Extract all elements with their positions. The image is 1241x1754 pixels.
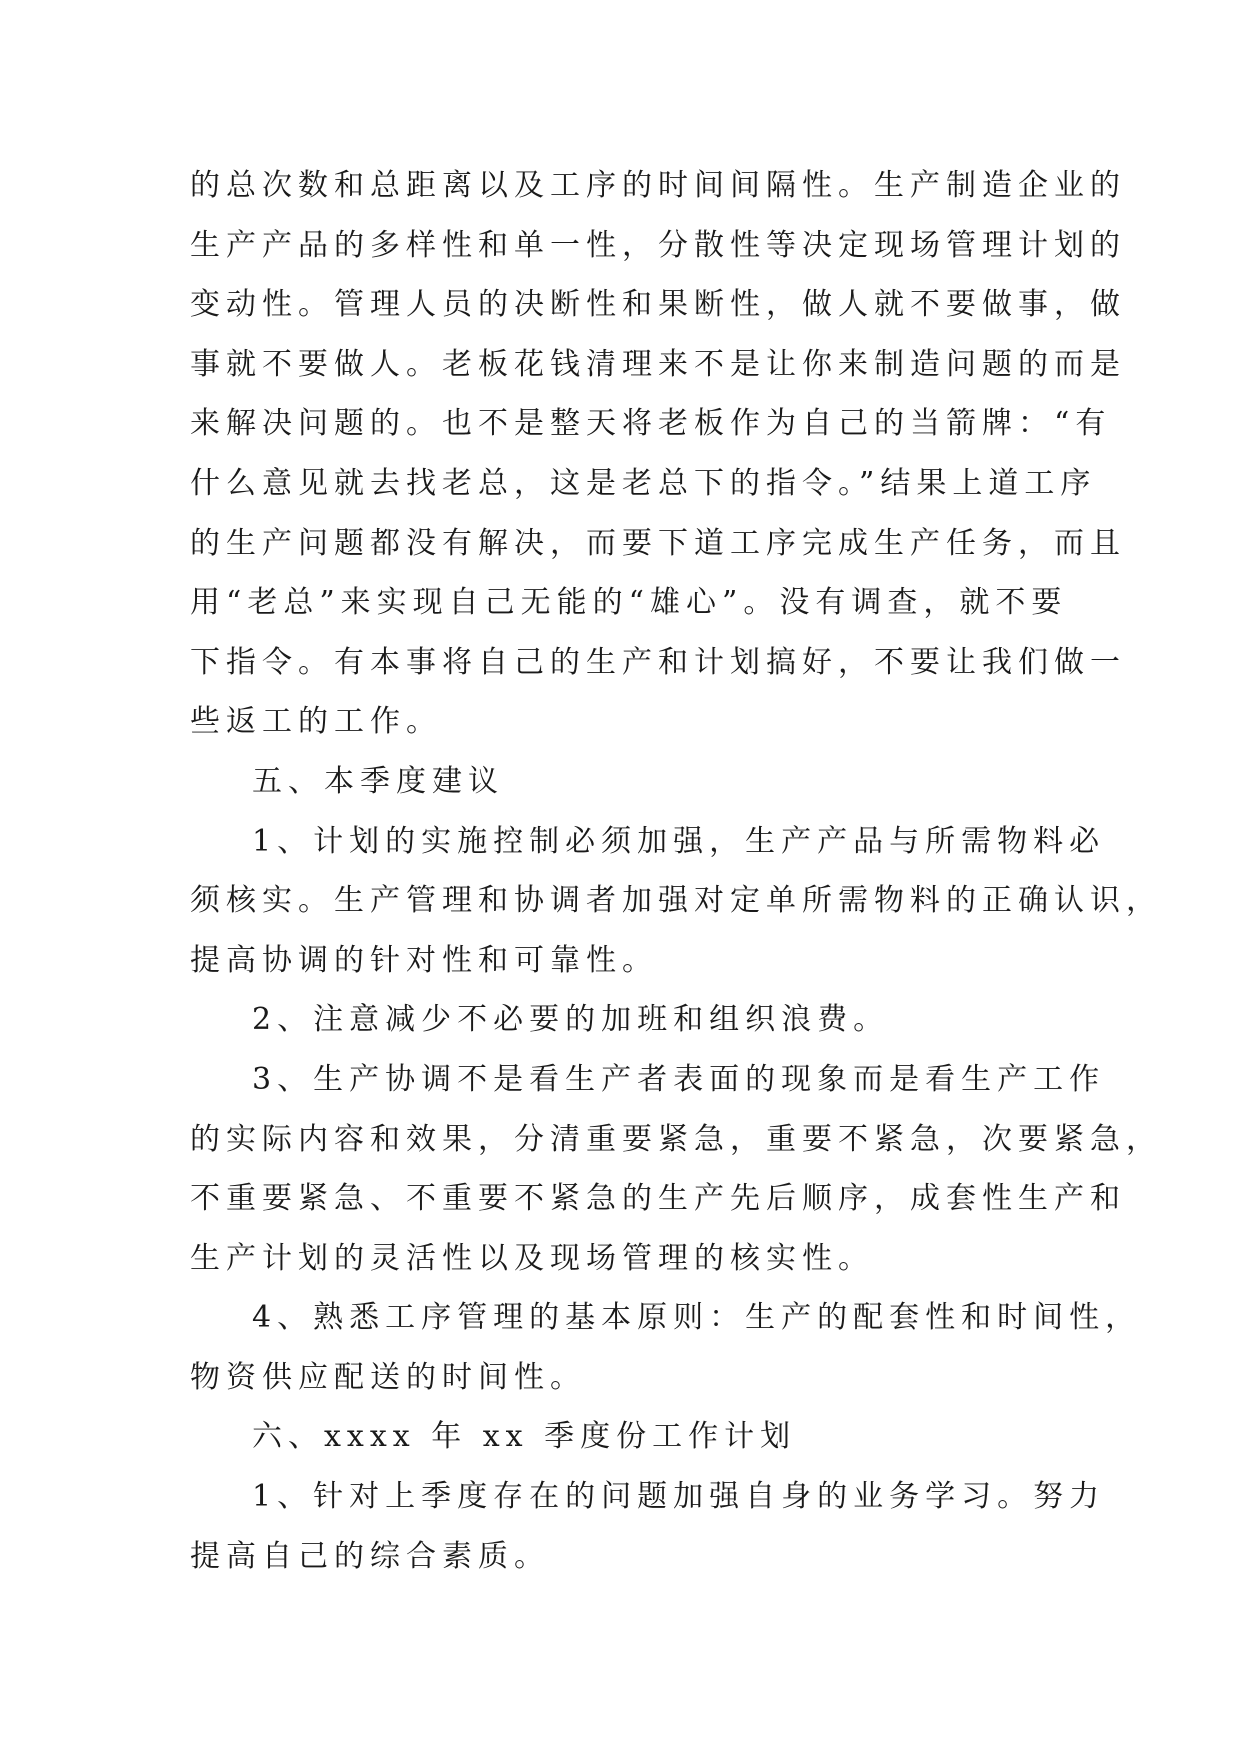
text-line: 事就不要做人。老板花钱清理来不是让你来制造问题的而是 bbox=[190, 346, 1126, 382]
text-line: 五、本季度建议 bbox=[252, 763, 504, 799]
text-line: 物资供应配送的时间性。 bbox=[190, 1359, 586, 1395]
text-line: 须核实。生产管理和协调者加强对定单所需物料的正确认识， bbox=[190, 883, 1162, 919]
text-line: 些返工的工作。 bbox=[190, 704, 442, 740]
text-line: 什么意见就去找老总，这是老总下的指令。”结果上道工序 bbox=[190, 465, 1097, 501]
text-line: 变动性。管理人员的决断性和果断性，做人就不要做事，做 bbox=[190, 287, 1126, 323]
document-body bbox=[190, 156, 1162, 1586]
text-line: 2、注意减少不必要的加班和组织浪费。 bbox=[252, 1002, 890, 1038]
text-line: 六、xxxx 年 xx 季度份工作计划 bbox=[252, 1419, 797, 1455]
text-line: 用“老总”来实现自己无能的“雄心”。没有调查，就不要 bbox=[190, 585, 1068, 621]
text-line: 的总次数和总距离以及工序的时间间隔性。生产制造企业的 bbox=[190, 168, 1126, 203]
text-line: 下指令。有本事将自己的生产和计划搞好，不要让我们做一 bbox=[190, 644, 1126, 680]
text-line: 4、熟悉工序管理的基本原则：生产的配套性和时间性， bbox=[252, 1300, 1142, 1336]
text-line: 1、针对上季度存在的问题加强自身的业务学习。努力 bbox=[252, 1479, 1106, 1515]
text-line: 不重要紧急、不重要不紧急的生产先后顺序，成套性生产和 bbox=[190, 1181, 1126, 1217]
text-line: 生产计划的灵活性以及现场管理的核实性。 bbox=[190, 1240, 874, 1276]
text-line: 的生产问题都没有解决，而要下道工序完成生产任务，而且 bbox=[190, 525, 1126, 561]
text-line: 来解决问题的。也不是整天将老板作为自己的当箭牌：“有 bbox=[190, 406, 1112, 442]
text-line: 的实际内容和效果，分清重要紧急，重要不紧急，次要紧急， bbox=[190, 1121, 1162, 1157]
text-line: 提高自己的综合素质。 bbox=[190, 1538, 550, 1574]
text-line: 1、计划的实施控制必须加强，生产产品与所需物料必 bbox=[252, 823, 1106, 859]
text-line: 3、生产协调不是看生产者表面的现象而是看生产工作 bbox=[252, 1061, 1106, 1097]
text-line: 生产产品的多样性和单一性，分散性等决定现场管理计划的 bbox=[190, 227, 1126, 263]
text-line: 提高协调的针对性和可靠性。 bbox=[190, 942, 658, 978]
